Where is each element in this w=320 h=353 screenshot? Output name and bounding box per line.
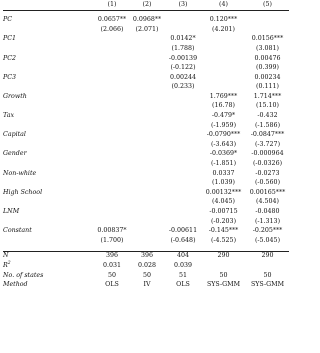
tstat-cell: (1.039) [212,179,235,187]
tstat-cell: (0.233) [171,83,195,91]
coef-cell [95,54,129,64]
tstat-cell: (-3.727) [254,140,281,148]
coef-cell [95,188,129,198]
coef-cell: 1.769*** [209,92,238,100]
coef-row [3,207,289,217]
tstat-cell: (-0.122) [170,64,196,72]
coef-cell: 0.0337 [212,169,235,177]
coef-row [3,227,289,237]
summary-value: 50 [142,271,151,279]
summary-row [3,261,289,271]
coef-cell: 0.00165*** [249,188,286,196]
summary-value [201,261,246,271]
coef-cell: -0.0790*** [206,131,241,139]
variable-label: Gender [3,150,27,158]
column-header-row [3,0,289,10]
stat-row [3,83,289,93]
summary-label-text: N [3,252,9,260]
tstat-cell: (4.201) [212,25,235,33]
coef-cell [165,207,201,217]
variable-label: PC2 [3,54,17,62]
coef-cell [165,92,201,102]
summary-value: 290 [246,251,289,261]
column-header: (4) [201,0,246,10]
coef-cell: 0.0156*** [251,35,284,43]
tstat-cell: (16.78) [212,102,235,110]
coef-cell [95,35,129,45]
summary-value: SYS-GMM [206,281,241,289]
tstat-cell [129,44,165,54]
tstat-cell: (-3.643) [210,140,237,148]
stat-label-blank [3,83,95,93]
coef-cell: 0.00132*** [205,188,242,196]
coef-cell [201,35,246,45]
tstat-cell [95,179,129,189]
coef-cell: 1.714*** [253,92,282,100]
coef-row [3,54,289,64]
summary-row [3,281,289,291]
coef-cell [129,131,165,141]
coef-row [3,150,289,160]
tstat-cell [246,25,289,35]
coef-cell: 0.00837* [97,227,127,235]
tstat-cell [95,102,129,112]
coef-cell [129,73,165,83]
coef-cell: -0.00139 [168,54,198,62]
coef-row [3,169,289,179]
variable-label: Tax [3,112,15,120]
coef-row [3,73,289,83]
tstat-cell: (-1.851) [210,160,237,168]
coef-cell [95,207,129,217]
coef-cell: -0.00611 [168,227,198,235]
tstat-cell: (0.399) [256,64,279,72]
stat-label-blank [3,25,95,35]
coef-cell [95,92,129,102]
tstat-cell [95,159,129,169]
stat-row [3,44,289,54]
coef-cell: 0.00244 [169,73,197,81]
tstat-cell [165,159,201,169]
tstat-cell [95,217,129,227]
tstat-cell: (1.700) [100,236,124,244]
summary-value [246,261,289,271]
tstat-cell [95,140,129,150]
summary-value: OLS [176,281,190,289]
coef-cell [246,16,289,26]
tstat-cell [165,121,201,131]
summary-value: 290 [201,251,246,261]
tstat-cell [95,63,129,73]
summary-value: 51 [178,271,187,279]
coef-cell: 0.0968** [132,16,162,24]
summary-value: 0.028 [137,261,157,269]
variable-label: Growth [3,92,27,100]
coef-cell [129,111,165,121]
column-header: (1) [95,0,129,10]
tstat-cell [95,198,129,208]
summary-row [3,271,289,281]
summary-value: OLS [105,281,119,289]
coef-cell: -0.432 [257,112,278,120]
coef-cell [165,16,201,26]
coef-row [3,188,289,198]
coef-row [3,131,289,141]
stat-row [3,179,289,189]
coef-cell [129,150,165,160]
stat-row [3,236,289,246]
tstat-cell: (-1.313) [254,217,281,225]
stat-label-blank [3,179,95,189]
coef-cell: -0.0273 [255,169,280,177]
stat-label-blank [3,121,95,131]
summary-row [3,251,289,261]
stat-label-blank [3,159,95,169]
stat-label-blank [3,140,95,150]
coef-cell [129,188,165,198]
tstat-cell: (15.10) [256,102,279,110]
stat-row [3,121,289,131]
summary-value: 404 [165,251,201,261]
tstat-cell [129,140,165,150]
tstat-cell: (4.504) [256,198,279,206]
summary-value: 0.031 [102,261,122,269]
tstat-cell [95,83,129,93]
stat-row [3,102,289,112]
tstat-cell [129,236,165,246]
tstat-cell: (-0.203) [210,217,237,225]
coef-cell [165,188,201,198]
coef-cell: -0.0480 [255,208,280,216]
summary-label [3,251,95,261]
summary-value: IV [143,281,151,289]
tstat-cell: (-1.586) [254,121,281,129]
variable-label: PC3 [3,73,17,81]
tstat-cell [165,25,201,35]
tstat-cell [129,102,165,112]
coef-cell [95,111,129,121]
tstat-cell: (2.071) [135,25,159,33]
tstat-cell [165,179,201,189]
tstat-cell [129,83,165,93]
regression-table [3,0,289,290]
tstat-cell: (-5.045) [254,236,281,244]
tstat-cell [129,217,165,227]
tstat-cell [129,159,165,169]
stat-row [3,159,289,169]
stat-row [3,198,289,208]
variable-label: PC1 [3,35,17,43]
tstat-cell [129,121,165,131]
column-header: (2) [129,0,165,10]
stat-row [3,25,289,35]
stat-label-blank [3,102,95,112]
coef-cell [129,227,165,237]
coef-cell [129,92,165,102]
coef-cell: -0.00715 [209,208,238,216]
summary-value: 396 [129,251,165,261]
variable-label: High School [3,188,43,196]
tstat-cell [129,63,165,73]
stat-label-blank [3,198,95,208]
header-label-cell [3,0,95,10]
coef-cell [165,131,201,141]
coef-cell [165,111,201,121]
tstat-cell: (4.045) [212,198,235,206]
summary-label [3,281,95,291]
tstat-cell [129,179,165,189]
coef-row [3,92,289,102]
stat-row [3,217,289,227]
tstat-cell [201,83,246,93]
summary-label-text: No. of states [3,271,44,279]
tstat-cell [165,102,201,112]
coef-cell: 0.0657** [97,16,127,24]
coef-cell [165,169,201,179]
coef-cell [201,73,246,83]
summary-label-text: R [3,261,8,269]
variable-label: Constant [3,227,32,235]
summary-value: 50 [219,271,228,279]
summary-value: 396 [95,251,129,261]
coef-cell: 0.120*** [209,16,238,24]
tstat-cell: (-0.648) [170,236,196,244]
variable-label: LNM [3,208,20,216]
tstat-cell: (1.788) [171,44,195,52]
tstat-cell [201,44,246,54]
superscript: 2 [7,260,11,266]
summary-value: SYS-GMM [250,281,285,289]
coef-cell: -0.0369* [209,150,238,158]
summary-value: 0.039 [173,261,193,269]
tstat-cell: (3.081) [256,44,279,52]
coef-row [3,35,289,45]
stat-label-blank [3,217,95,227]
column-header: (5) [246,0,289,10]
coef-cell [165,150,201,160]
tstat-cell: (0.111) [256,83,279,91]
coef-cell [129,35,165,45]
coef-row [3,16,289,26]
tstat-cell [165,217,201,227]
variable-label: PC [3,16,13,24]
tstat-cell [95,44,129,54]
variable-label: Capital [3,131,26,139]
summary-label-text: Method [3,281,28,289]
summary-label [3,271,95,281]
coef-cell: -0.000964 [251,150,284,158]
coef-cell: 0.00234 [254,73,281,81]
coef-cell [129,169,165,179]
coef-cell [129,207,165,217]
coef-cell: 0.00476 [254,54,281,62]
tstat-cell: (-0.560) [254,179,281,187]
summary-value: 50 [263,271,272,279]
coef-cell [95,73,129,83]
coef-cell: -0.0847*** [250,131,285,139]
coef-cell [201,54,246,64]
coef-cell: -0.479* [211,112,236,120]
column-header: (3) [165,0,201,10]
coef-cell [129,54,165,64]
stat-label-blank [3,236,95,246]
coef-row [3,111,289,121]
summary-value: 50 [107,271,116,279]
stat-row [3,140,289,150]
stat-row [3,63,289,73]
summary-label [3,261,95,271]
tstat-cell [165,198,201,208]
coef-cell [95,169,129,179]
tstat-cell: (-4.525) [210,236,237,244]
stat-label-blank [3,63,95,73]
tstat-cell: (2.066) [100,25,124,33]
tstat-cell [95,121,129,131]
coef-cell [95,150,129,160]
coef-cell: -0.205*** [252,227,283,235]
coef-cell: 0.0142* [170,35,196,43]
tstat-cell: (-0.0326) [252,160,283,168]
tstat-cell: (-1.959) [210,121,237,129]
variable-label: Non-white [3,169,37,177]
stat-label-blank [3,44,95,54]
coef-cell [95,131,129,141]
tstat-cell [201,63,246,73]
coef-cell: -0.145*** [208,227,239,235]
tstat-cell [165,140,201,150]
tstat-cell [129,198,165,208]
